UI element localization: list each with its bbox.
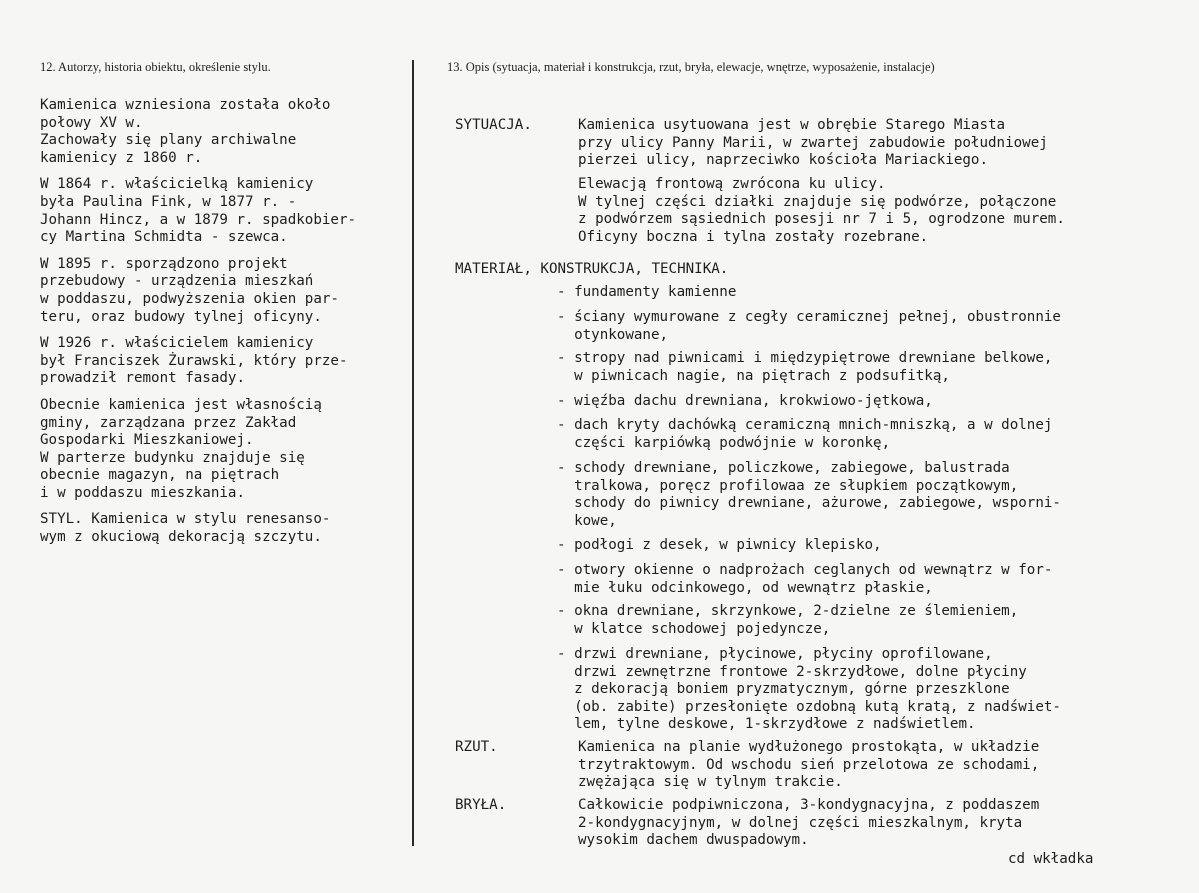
left-column <box>40 97 405 556</box>
material-item: - ściany wymurowane z cegły ceramicznej pełnej, obustronnie otynkowane, <box>557 309 1061 343</box>
column-divider <box>412 60 414 846</box>
sytuacja-text-1: Kamienica usytuowana jest w obrębie Starego Miasta przy ulicy Panny Marii, w zwartej zabudowie południowej pierzei ulicy, naprzeciwko kościoła Mariackiego. <box>578 117 1048 169</box>
material-item: - dach kryty dachówką ceramiczną mnich-mniszką, a w dolnej części karpiówką podwójnie w koronkę, <box>557 417 1053 451</box>
material-header: MATERIAŁ, KONSTRUKCJA, TECHNIKA. <box>455 261 729 277</box>
history-paragraph-2: W 1864 r. właścicielką kamienicy była Paulina Fink, w 1877 r. - Johann Hincz, a w 1879 r. spadkobier- cy Martina Schmidta - szewca. <box>40 176 357 246</box>
rzut-label: RZUT. <box>455 739 498 755</box>
bryla-label: BRYŁA. <box>455 797 507 813</box>
material-item: - okna drewniane, skrzynkowe, 2-dzielne ze ślemieniem, w klatce schodowej pojedyncze, <box>557 603 1019 637</box>
rzut-text: Kamienica na planie wydłużonego prostokąta, w układzie trzytraktowym. Od wschodu sień przelotowa ze schodami, zwężająca się w tylnym trakcie. <box>578 739 1040 791</box>
sytuacja-label: SYTUACJA. <box>455 117 532 133</box>
material-item: - stropy nad piwnicami i międzypiętrowe drewniane belkowe, w piwnicach nagie, na piętrach z podsufitką, <box>557 350 1053 384</box>
material-item: - drzwi drewniane, płycinowe, płyciny oprofilowane, drzwi zewnętrzne frontowe 2-skrzydłowe, dolne płyciny z dekoracją boniem pryzmatycznym, górne przeszklone (ob. zabite) przesłonięte ozdobną kutą kratą, z nadświet- lem, tylne deskowe, 1-skrzydłowe z nadświetlem. <box>557 646 1061 733</box>
history-paragraph-1: Kamienica wzniesiona została około połowy XV w. Zachowały się plany archiwalne kamienicy z 1860 r. <box>40 97 331 166</box>
sytuacja-text-2: Elewacją frontową zwrócona ku ulicy. W tylnej części działki znajduje się podwórze, połączone z podwórzem sąsiednich posesji nr 7 i 5, ogrodzone murem. Oficyny boczna i tylna zostały rozebrane. <box>578 176 1065 245</box>
history-paragraph-3: W 1895 r. sporządzono projekt przebudowy - urządzenia mieszkań w poddaszu, podwyższenia okien par- teru, oraz budowy tylnej oficyny. <box>40 255 339 325</box>
left-column-header: 12. Autorzy, historia obiektu, określenie stylu. <box>40 60 271 74</box>
material-item: - schody drewniane, policzkowe, zabiegowe, balustrada tralkowa, poręcz profilowaa ze słupkiem początkowym, schody do piwnicy drewniane, ażurowe, zabiegowe, wsporni- kowe, <box>557 460 1061 529</box>
material-item: - podłogi z desek, w piwnicy klepisko, <box>557 537 882 553</box>
continuation-note: cd wkładka <box>1008 851 1094 867</box>
right-column-header: 13. Opis (sytuacja, materiał i konstrukcja, rzut, bryła, elewacje, wnętrze, wyposażenie, instalacje) <box>447 60 935 74</box>
material-item: - fundamenty kamienne <box>557 284 737 300</box>
style-paragraph: STYL. Kamienica w stylu renesanso- wym z okuciową dekoracją szczytu. <box>40 511 331 546</box>
material-item: - więźba dachu drewniana, krokwiowo-jętkowa, <box>557 393 933 409</box>
material-item: - otwory okienne o nadprożach ceglanych od wewnątrz w for- mie łuku odcinkowego, od wewnątrz płaskie, <box>557 562 1053 596</box>
history-paragraph-5: Obecnie kamienica jest własnością gminy, zarządzana przez Zakład Gospodarki Mieszkaniowej. W parterze budynku znajduje się obecnie magazyn, na piętrach i w poddaszu mieszkania. <box>40 396 322 501</box>
history-paragraph-4: W 1926 r. właścicielem kamienicy był Franciszek Żurawski, który prze- prowadził remont fasady. <box>40 335 348 387</box>
bryla-text: Całkowicie podpiwniczona, 3-kondygnacyjna, z poddaszem 2-kondygnacyjnym, w dolnej części mieszkalnym, kryta wysokim dachem dwuspadowym. <box>578 797 1040 849</box>
